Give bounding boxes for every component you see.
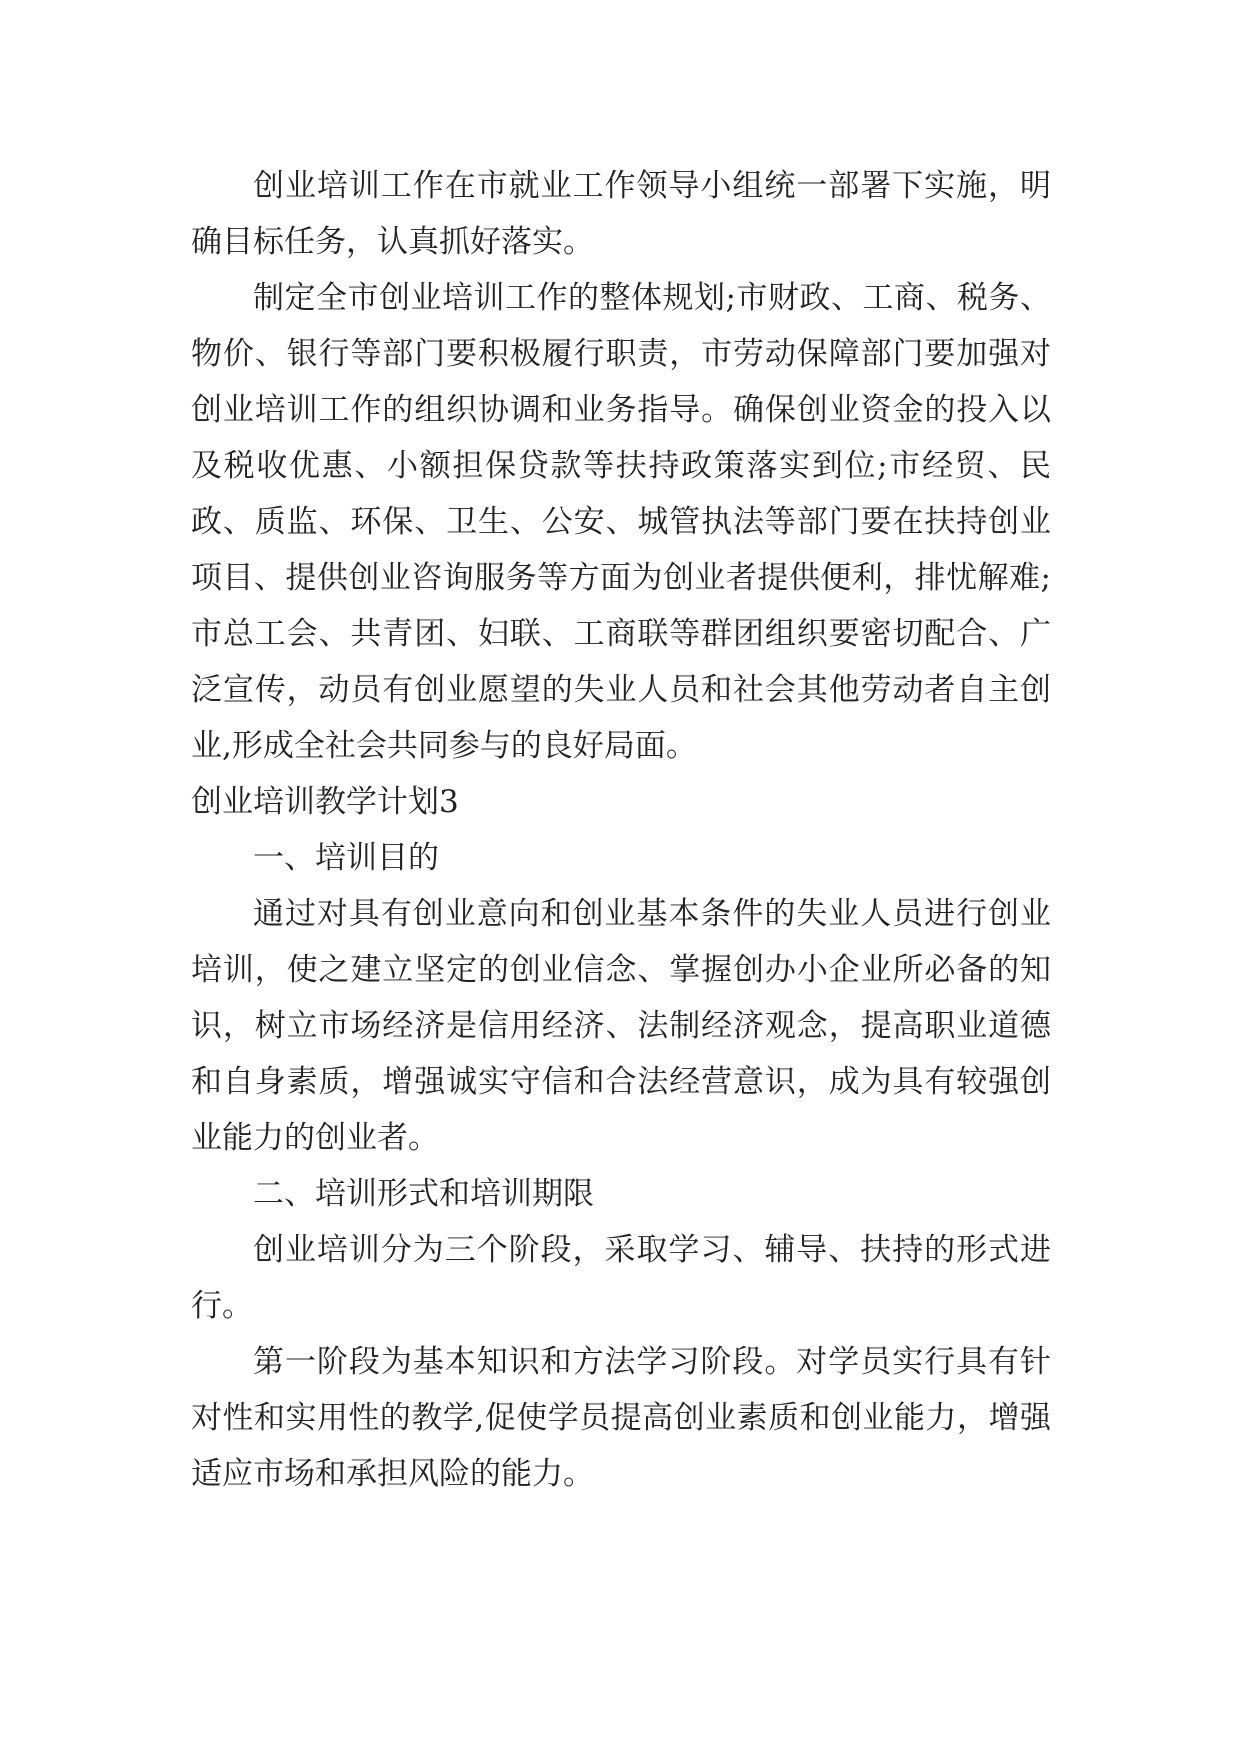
- section-title: 创业培训教学计划3: [191, 784, 459, 820]
- heading-training-form: 二、培训形式和培训期限: [253, 1176, 594, 1212]
- paragraph-planning: 制定全市创业培训工作的整体规划;市财政、工商、税务、物价、银行等部门要积极履行职责，市劳动保障部门要加强对创业培训工作的组织协调和业务指导。确保创业资金的投入以及税收优惠、小额担保贷款等扶持政策落实到位;市经贸、民政、质监、环保、卫生、公安、城管执法等部门要在扶持创业项目、提供创业咨询服务等方面为创业者提供便利，排忧解难;市总工会、共青团、妇联、工商联等群团组织要密切配合、广泛宣传，动员有创业愿望的失业人员和社会其他劳动者自主创业,形成全社会共同参与的良好局面。: [191, 280, 1051, 764]
- paragraph-implementation: 创业培训工作在市就业工作领导小组统一部署下实施，明确目标任务，认真抓好落实。: [191, 168, 1051, 260]
- heading-training-purpose: 一、培训目的: [253, 840, 439, 876]
- paragraph-training-purpose: 通过对具有创业意向和创业基本条件的失业人员进行创业培训，使之建立坚定的创业信念、掌握创办小企业所必备的知识，树立市场经济是信用经济、法制经济观念，提高职业道德和自身素质，增强诚实守信和合法经营意识，成为具有较强创业能力的创业者。: [191, 896, 1051, 1156]
- document-body: [191, 158, 1051, 1502]
- paragraph-stage-one: 第一阶段为基本知识和方法学习阶段。对学员实行具有针对性和实用性的教学,促使学员提高创业素质和创业能力，增强适应市场和承担风险的能力。: [191, 1344, 1051, 1492]
- paragraph-training-stages: 创业培训分为三个阶段，采取学习、辅导、扶持的形式进行。: [191, 1232, 1051, 1324]
